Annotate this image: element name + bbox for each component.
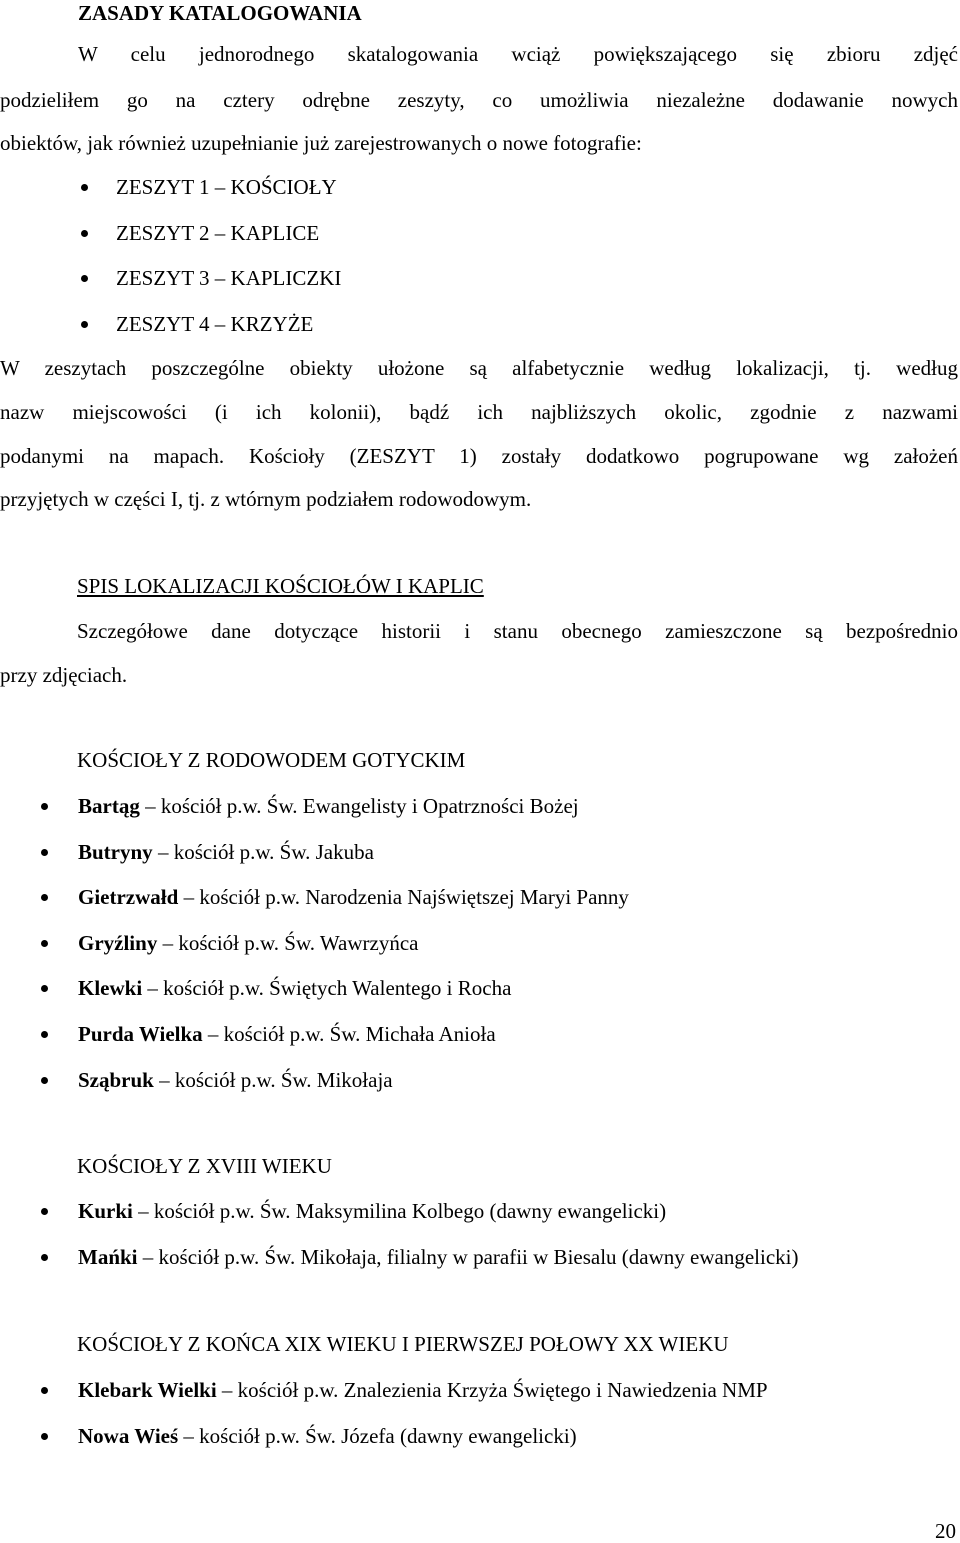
bullet-icon [41, 985, 48, 992]
list-item [78, 975, 511, 1001]
spis-line-2: przy zdjęciach. [0, 663, 128, 687]
list-item [78, 839, 374, 865]
church-description: – kościół p.w. Św. Mikołaja [153, 1068, 393, 1092]
section-heading-19th-20th-century: KOŚCIOŁY Z KOŃCA XIX WIEKU I PIERWSZEJ POŁOWY XX WIEKU [77, 1332, 729, 1356]
page-number: 20 [935, 1519, 956, 1543]
list-item [78, 1423, 577, 1449]
bullet-icon [41, 1031, 48, 1038]
bullet-icon [41, 894, 48, 901]
list-item [78, 930, 418, 956]
bullet-icon [41, 940, 48, 947]
place-name: Gryźliny [78, 931, 158, 955]
bullet-icon [81, 184, 88, 191]
zeszyt-item-3: ZESZYT 3 – KAPLICZKI [116, 266, 342, 290]
bullet-icon [41, 1433, 48, 1440]
para2-line-1: W zeszytach poszczególne obiekty ułożone są alfabetycznie według lokalizacji, tj. według [0, 356, 958, 380]
zeszyt-item-2: ZESZYT 2 – KAPLICE [116, 221, 320, 245]
list-item [78, 1377, 768, 1403]
page-title: ZASADY KATALOGOWANIA [78, 1, 362, 25]
bullet-icon [41, 1208, 48, 1215]
intro-line-1: W celu jednorodnego skatalogowania wciąż powiększającego się zbioru zdjęć [78, 42, 958, 66]
church-description: – kościół p.w. Św. Maksymilina Kolbego (dawny ewangelicki) [132, 1199, 667, 1223]
church-description: – kościół p.w. Świętych Walentego i Rocha [142, 976, 512, 1000]
section-heading-gothic: KOŚCIOŁY Z RODOWODEM GOTYCKIM [77, 748, 466, 772]
para2-line-3: podanymi na mapach. Kościoły (ZESZYT 1) zostały dodatkowo pogrupowane wg założeń [0, 444, 958, 468]
church-description: – kościół p.w. Św. Wawrzyńca [157, 931, 419, 955]
bullet-icon [81, 321, 88, 328]
section-heading-18th-century: KOŚCIOŁY Z XVIII WIEKU [77, 1154, 332, 1178]
place-name: Klebark Wielki [78, 1378, 217, 1402]
church-description: – kościół p.w. Znalezienia Krzyża Świętego i Nawiedzenia NMP [216, 1378, 768, 1402]
place-name: Mańki [78, 1245, 138, 1269]
list-item [78, 1244, 798, 1270]
place-name: Sząbruk [78, 1068, 154, 1092]
list-item [78, 1067, 393, 1093]
bullet-icon [41, 849, 48, 856]
church-description: – kościół p.w. Św. Jakuba [152, 840, 374, 864]
bullet-icon [41, 1387, 48, 1394]
place-name: Nowa Wieś [78, 1424, 179, 1448]
list-item [78, 884, 629, 910]
church-description: – kościół p.w. Św. Ewangelisty i Opatrzności Bożej [139, 794, 579, 818]
place-name: Butryny [78, 840, 153, 864]
intro-line-2: podzieliłem go na cztery odrębne zeszyty, co umożliwia niezależne dodawanie nowych [0, 88, 958, 112]
spis-line-1: Szczegółowe dane dotyczące historii i stanu obecnego zamieszczone są bezpośrednio [77, 619, 958, 643]
list-item [78, 1198, 666, 1224]
bullet-icon [81, 230, 88, 237]
intro-line-3: obiektów, jak również uzupełnianie już zarejestrowanych o nowe fotografie: [0, 131, 642, 155]
zeszyt-item-4: ZESZYT 4 – KRZYŻE [116, 312, 314, 336]
spis-heading: SPIS LOKALIZACJI KOŚCIOŁÓW I KAPLIC [77, 574, 484, 598]
place-name: Purda Wielka [78, 1022, 203, 1046]
zeszyt-item-1: ZESZYT 1 – KOŚCIOŁY [116, 175, 337, 199]
bullet-icon [41, 1077, 48, 1084]
church-description: – kościół p.w. Św. Józefa (dawny ewangelicki) [178, 1424, 577, 1448]
place-name: Gietrzwałd [78, 885, 179, 909]
para2-line-2: nazw miejscowości (i ich kolonii), bądź ich najbliższych okolic, zgodnie z nazwami [0, 400, 958, 424]
bullet-icon [41, 803, 48, 810]
list-item [78, 1021, 496, 1047]
bullet-icon [41, 1254, 48, 1261]
church-description: – kościół p.w. Narodzenia Najświętszej Maryi Panny [178, 885, 629, 909]
bullet-icon [81, 275, 88, 282]
church-description: – kościół p.w. Św. Michała Anioła [202, 1022, 496, 1046]
church-description: – kościół p.w. Św. Mikołaja, filialny w parafii w Biesalu (dawny ewangelicki) [137, 1245, 799, 1269]
para2-line-4: przyjętych w części I, tj. z wtórnym podziałem rodowodowym. [0, 487, 532, 511]
place-name: Kurki [78, 1199, 133, 1223]
place-name: Bartąg [78, 794, 140, 818]
list-item [78, 793, 579, 819]
place-name: Klewki [78, 976, 143, 1000]
